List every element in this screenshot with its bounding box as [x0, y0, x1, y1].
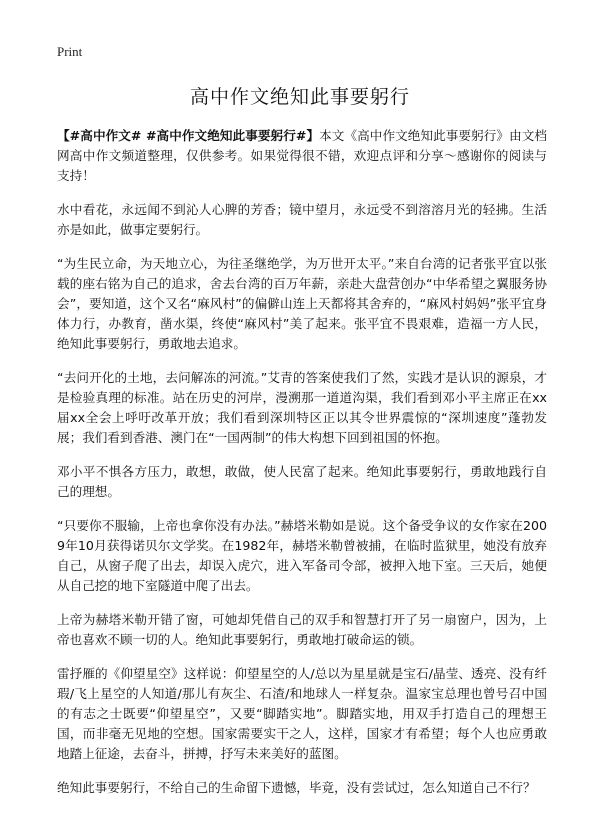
paragraph-8: 绝知此事要躬行，不给自己的生命留下遗憾，毕竟，没有尝试过，怎么知道自己不行？	[57, 780, 536, 795]
paragraph-5: “只要你不服输，上帝也拿你没有办法。”赫塔米勒如是说。这个备受争议的女作家在2009年10月获得诺贝尔文学奖。在1982年，赫塔米勒曾被捕，在临时监狱里，她没有放弃自己，从窗子爬了出去，却误入虎穴，进入军备司令部，被押入地下室。三天后，她便从自己挖的地下室隧道中爬了出去。	[57, 518, 547, 593]
page-title: 高中作文绝知此事要躬行	[189, 86, 410, 108]
intro-paragraph	[57, 126, 547, 186]
paragraph-6: 上帝为赫塔米勒开错了窗，可她却凭借自己的双手和智慧打开了另一扇窗户，因为，上帝也喜欢不顾一切的人。绝知此事要躬行，勇敢地打破命运的锁。	[57, 612, 547, 647]
paragraph-2: “为生民立命，为天地立心，为往圣继绝学，为万世开太平。”来自台湾的记者张平宜以张载的座右铭为自己的追求，舍去台湾的百万年薪，亲赴大盘营创办“中华希望之翼服务协会”，要知道，这个又名“麻风村”的偏僻山连上天都将其舍弃的，“麻风村妈妈”张平宜身体力行，办教育，凿水渠，终使“麻风村”美了起来。张平宜不畏艰难，造福一方人民，绝知此事要躬行，勇敢地去追求。	[57, 256, 547, 351]
paragraph-1: 水中看花，永远闻不到沁人心脾的芳香；镜中望月，永远受不到溶溶月光的轻拂。生活亦是如此，做事定要躬行。	[57, 202, 547, 237]
print-link[interactable]: Print	[57, 44, 83, 59]
paragraph-3: “去问开化的土地，去问解冻的河流。”艾青的答案使我们了然，实践才是认识的源泉，才是检验真理的标准。站在历史的河岸，漫溯那一道道沟渠，我们看到邓小平主席正在xx届xx全会上呼吁改革开放；我们看到深圳特区正以其令世界震惊的“深圳速度”蓬勃发展；我们看到香港、澳门在“一国两制”的伟大构想下回到祖国的怀抱。	[57, 370, 547, 445]
intro-text: 本文《高中作文绝知此事要躬行》由文档网高中作文频道整理，仅供参考。如果觉得很不错，欢迎点评和分享～感谢你的阅读与支持！	[57, 128, 548, 183]
intro-tags: 【#高中作文# #高中作文绝知此事要躬行#】	[57, 128, 320, 143]
paragraph-7: 雷抒雁的《仰望星空》这样说：仰望星空的人/总以为星星就是宝石/晶莹、透亮、没有纤瑕/飞上星空的人知道/那儿有灰尘、石渣/和地球人一样复杂。温家宝总理也曾号召中国的有志之士既要“仰望星空”，又要“脚踏实地”。脚踏实地，用双手打造自己的理想王国，而非毫无见地的空想。国家需要实干之人，这样，国家才有希望；每个人也应勇敢地踏上征途，去奋斗，拼搏，抒写未来美好的蓝图。	[57, 666, 547, 761]
article-body	[57, 126, 547, 812]
paragraph-4: 邓小平不惧各方压力，敢想，敢做，使人民富了起来。绝知此事要躬行，勇敢地践行自己的理想。	[57, 464, 547, 499]
